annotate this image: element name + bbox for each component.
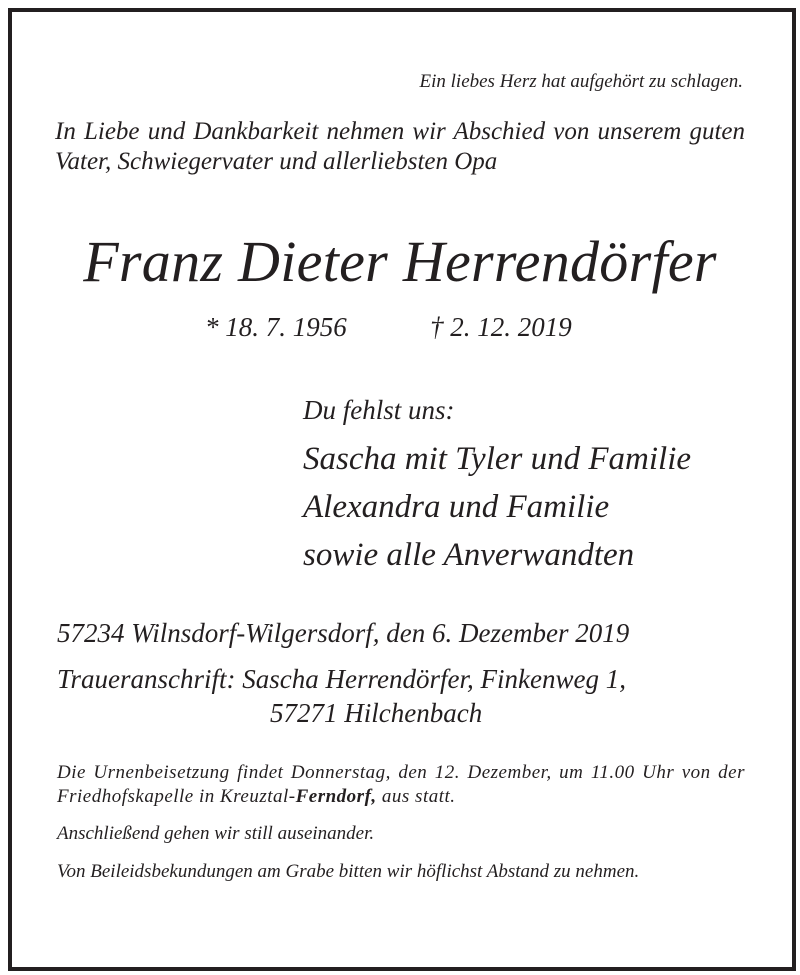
- burial-note-end: aus statt.: [376, 786, 456, 807]
- death-date: † 2. 12. 2019: [430, 312, 572, 342]
- mourner-line: sowie alle Anverwandten: [303, 537, 635, 573]
- birth-date: * 18. 7. 1956: [205, 312, 347, 342]
- motto: Ein liebes Herz hat aufgehört zu schlagen.: [419, 71, 743, 92]
- burial-note-location: Ferndorf,: [295, 786, 377, 807]
- condolence-note: Von Beileidsbekundungen am Grabe bitten wir höflichst Abstand zu nehmen.: [57, 861, 640, 882]
- mourner-line: Sascha mit Tyler und Familie: [303, 441, 692, 477]
- place-and-date: 57234 Wilnsdorf-Wilgersdorf, den 6. Dezember 2019: [57, 618, 630, 648]
- mourning-city: 57271 Hilchenbach: [270, 698, 483, 728]
- burial-note: [57, 761, 745, 809]
- intro-text: In Liebe und Dankbarkeit nehmen wir Abschied von unserem guten Vater, Schwiegervater und allerliebsten Opa: [55, 118, 745, 175]
- afterwards-note: Anschließend gehen wir still auseinander.: [57, 823, 375, 844]
- missed-label: Du fehlst uns:: [303, 395, 455, 425]
- mourning-address: Traueranschrift: Sascha Herrendörfer, Finkenweg 1,: [57, 664, 626, 694]
- mourner-line: Alexandra und Familie: [303, 489, 610, 525]
- burial-note-text: Die Urnenbeisetzung findet Donnerstag, den 12. Dezember, um 11.00 Uhr von der Friedhofskapelle in Kreuztal-: [57, 762, 745, 807]
- deceased-name: Franz Dieter Herrendörfer: [83, 229, 717, 294]
